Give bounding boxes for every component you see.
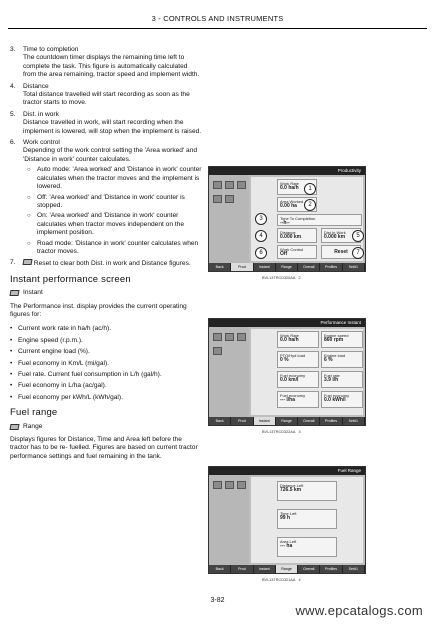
list-item: • Fuel rate. Current fuel consumption in L/h (gal/h). — [10, 371, 202, 379]
status-icon — [213, 481, 222, 489]
list-item: • Current work rate in ha/h (ac/h). — [10, 325, 202, 333]
tile-value: 6 % — [324, 357, 333, 363]
tab-set[interactable]: Set#1 — [343, 417, 365, 425]
tile-label: Fuel economy — [280, 373, 306, 378]
screen-tabs — [209, 565, 365, 573]
screen-body — [209, 475, 365, 565]
watermark-text: www.epcatalogs.com — [295, 603, 423, 618]
option-auto — [23, 166, 202, 191]
book-icon — [9, 424, 19, 430]
caption-code: BVL13TRCD322AA — [262, 430, 296, 434]
fuel-rate-tile — [321, 371, 363, 388]
tab-instant[interactable]: Instant — [254, 417, 276, 425]
tile-value: --- l/ha — [280, 397, 295, 403]
screen-tabs — [209, 417, 365, 425]
tile-value: 0.0 ha/h — [280, 337, 299, 343]
tab-back[interactable]: Back — [209, 417, 231, 425]
tile-label: Time Left — [280, 511, 297, 516]
button-label: Reset — [334, 249, 348, 255]
item-text: The countdown timer displays the remaining time left to complete the task. This figure is automatically calculated from the area remaining, tractor speed and implement width. — [23, 54, 200, 79]
status-icon — [237, 181, 246, 189]
screen-left-panel — [209, 175, 249, 263]
figure-caption — [262, 430, 301, 434]
header-rule — [8, 28, 427, 29]
tile-label: Engine speed — [324, 333, 349, 338]
tile-value: 0.0 km/l — [280, 377, 299, 383]
tile-value: 0.000 km — [324, 234, 346, 240]
tab-profiles[interactable]: Profiles — [320, 565, 342, 573]
instant-bullets — [10, 325, 202, 402]
callout-7: 7 — [352, 247, 364, 259]
book-icon — [22, 259, 32, 265]
tile-value: 3.9 l/h — [324, 377, 339, 383]
tile-label: Work Rate — [280, 181, 299, 186]
item-number: 3. — [10, 46, 16, 53]
item-4 — [10, 83, 202, 108]
item-number: 4. — [10, 82, 16, 90]
list-item: • Current engine load (%). — [10, 348, 202, 356]
item-text: Reset to clear both Dist. in work and Distance figures. — [33, 260, 191, 268]
figure-number: 2 — [298, 276, 301, 280]
fuel-range-screen — [208, 466, 366, 574]
figure-caption — [262, 578, 301, 582]
tab-set[interactable]: Set#1 — [343, 263, 365, 271]
tile-label: Distance Left — [280, 483, 304, 488]
fuel-economy-kwh-tile — [321, 391, 363, 408]
tab-overall[interactable]: Overall — [298, 565, 320, 573]
tile-label: Work Control — [280, 247, 304, 252]
tab-profiles[interactable]: Profiles — [320, 417, 342, 425]
item-number: 6. — [10, 139, 16, 147]
option-text: Off: 'Area worked' and 'Distance in work' counter is stopped. — [37, 193, 185, 209]
tile-label: Work Rate — [280, 333, 299, 338]
tile-label: Fuel economy — [280, 393, 306, 398]
item-3 — [10, 46, 202, 80]
time-left-tile — [277, 509, 337, 529]
work-control-tile[interactable] — [277, 245, 317, 259]
tile-label: Area Left — [280, 539, 297, 544]
status-icon — [225, 333, 234, 341]
figure-number: 4 — [298, 578, 301, 582]
caption-code: BVL13TRCD320AA — [262, 276, 296, 280]
item-7 — [10, 259, 202, 268]
tile-value: --h-- — [280, 220, 290, 226]
tile-value: 726.5 km — [280, 487, 302, 493]
status-icon — [213, 195, 222, 203]
option-text: Road mode: 'Distance in work' counter calculates when tractor moves. — [37, 239, 199, 255]
screen-title: Performance Instant — [209, 319, 365, 327]
tab-range[interactable]: Range — [276, 417, 298, 425]
tile-label: Engine load — [324, 353, 346, 358]
tile-label: Area Worked — [280, 199, 304, 204]
callout-2: 2 — [304, 199, 316, 211]
tile-label: Time To Completion — [280, 216, 316, 221]
tile-value: --- ha — [280, 543, 293, 549]
list-item: • Fuel economy in Km/L (mi/gal). — [10, 360, 202, 368]
tab-prod[interactable]: Prod — [231, 565, 253, 573]
option-text: Auto mode: 'Area worked' and 'Distance in work' counter calculates when the tractor moves and the implement is lowered. — [37, 166, 202, 191]
figure-number: 3 — [298, 430, 301, 434]
instant-intro: The Performance inst. display provides the current operating figures for: — [10, 302, 187, 318]
tile-value: 99 h — [280, 515, 291, 521]
option-off — [23, 194, 202, 211]
screen-main — [251, 477, 363, 563]
status-icon — [213, 181, 222, 189]
tile-label: Fuel rate — [324, 373, 340, 378]
tile-value: 0.00 ha — [280, 203, 297, 209]
pto-hyd-load-tile — [277, 351, 319, 368]
tile-value: 0.0 kWh/l — [324, 397, 346, 403]
figure-caption — [262, 276, 301, 280]
book-icon — [9, 290, 19, 296]
tab-back[interactable]: Back — [209, 565, 231, 573]
performance-instant-screen — [208, 318, 366, 426]
callout-6: 6 — [255, 247, 267, 259]
time-to-completion-tile — [277, 214, 362, 226]
productivity-screen — [208, 166, 366, 272]
instant-heading: Instant performance screen — [10, 273, 131, 285]
screen-body — [209, 327, 365, 417]
page-header: 3 - CONTROLS AND INSTRUMENTS — [151, 14, 284, 23]
tile-value: 0.0 ha/h — [280, 185, 299, 191]
bullet-circle-icon: ○ — [27, 213, 31, 220]
item-number: 7. — [10, 259, 16, 267]
item-5 — [10, 111, 202, 136]
bullet-circle-icon: ○ — [27, 240, 31, 247]
tile-value: 0.000 km — [280, 234, 302, 240]
screen-left-panel — [209, 475, 249, 565]
tab-range[interactable]: Range — [276, 565, 298, 573]
item-text: Distance travelled in work, will start recording when the implement is lowered, will stop when the implement is raised. — [23, 119, 202, 135]
screen-body — [209, 175, 365, 263]
tab-back[interactable]: Back — [209, 263, 231, 271]
caption-code: BVL13TRCD321AA — [262, 578, 296, 582]
item-6 — [10, 139, 202, 256]
engine-load-tile — [321, 351, 363, 368]
tab-range[interactable]: Range — [276, 263, 298, 271]
subheading-text: Instant — [23, 289, 43, 297]
screen-title: Fuel Range — [209, 467, 365, 475]
status-icon — [225, 481, 234, 489]
fuel-heading: Fuel range — [10, 407, 58, 419]
fuel-text: Displays figures for Distance, Time and Area left before the tractor has to be re- fuelled. Figures are based on current tractor performance settings and fuel remaining in the tank. — [10, 436, 198, 460]
tile-label: PTO/Hyd load — [280, 353, 306, 358]
distance-tile — [277, 228, 317, 243]
item-text: Depending of the work control setting the 'Area worked' and 'Distance in work' counter calculates. — [23, 147, 198, 163]
status-icon — [225, 181, 234, 189]
screen-tabs — [209, 263, 365, 271]
item-title: Work control — [23, 139, 60, 147]
item-title: Dist. in work — [23, 110, 59, 118]
tab-profiles[interactable]: Profiles — [320, 263, 342, 271]
tab-prod[interactable]: Prod — [231, 263, 253, 271]
item-title: Distance — [23, 82, 49, 90]
list-item: • Fuel economy in L/ha (ac/gal). — [10, 382, 202, 390]
tile-label: Dist In Work — [324, 230, 346, 235]
fuel-economy-ha-tile — [277, 391, 319, 408]
screen-left-panel — [209, 327, 249, 417]
option-text: On: 'Area worked' and 'Distance in work' counter calculates when tractor moves independent on the implement position. — [37, 212, 184, 237]
fuel-economy-km-tile — [277, 371, 319, 388]
screen-main — [251, 329, 363, 415]
callout-1: 1 — [304, 183, 316, 195]
status-icon — [237, 481, 246, 489]
status-icon — [213, 333, 222, 341]
list-item: • Engine speed (r.p.m.). — [10, 337, 202, 345]
tile-value: 0 % — [280, 357, 289, 363]
list-item: • Fuel economy per kWh/L (kWh/gal). — [10, 394, 202, 402]
subheading-text: Range — [23, 422, 43, 430]
tab-set[interactable]: Set#1 — [343, 565, 365, 573]
page-number: 3-82 — [210, 597, 225, 604]
tab-prod[interactable]: Prod — [231, 417, 253, 425]
tile-label: Fuel economy — [324, 393, 350, 398]
bullet-circle-icon: ○ — [27, 167, 31, 174]
callout-5: 5 — [352, 230, 364, 242]
option-on — [23, 212, 202, 237]
item-number: 5. — [10, 110, 16, 118]
status-icon — [237, 333, 246, 341]
item-title: Time to completion — [23, 46, 79, 53]
option-road — [23, 240, 202, 257]
callout-4: 4 — [255, 230, 267, 242]
tile-label: Distance — [280, 230, 296, 235]
area-left-tile — [277, 537, 337, 557]
tile-value: 860 rpm — [324, 337, 344, 343]
item-text: Total distance travelled will start recording as soon as the tractor starts to move. — [23, 91, 190, 107]
screen-title: Productivity — [209, 167, 365, 175]
callout-3: 3 — [255, 213, 267, 225]
work-rate-tile — [277, 331, 319, 348]
instant-subheading — [10, 289, 202, 297]
tile-value: Off — [280, 251, 288, 257]
fuel-subheading — [10, 423, 202, 431]
tab-instant[interactable]: Instant — [254, 263, 276, 271]
engine-speed-tile — [321, 331, 363, 348]
left-column — [10, 46, 202, 467]
status-icon — [225, 195, 234, 203]
status-icon — [213, 347, 222, 355]
tab-instant[interactable]: Instant — [254, 565, 276, 573]
tab-overall[interactable]: Overall — [298, 263, 320, 271]
bullet-circle-icon: ○ — [27, 194, 31, 201]
distance-left-tile — [277, 481, 337, 501]
tab-overall[interactable]: Overall — [298, 417, 320, 425]
